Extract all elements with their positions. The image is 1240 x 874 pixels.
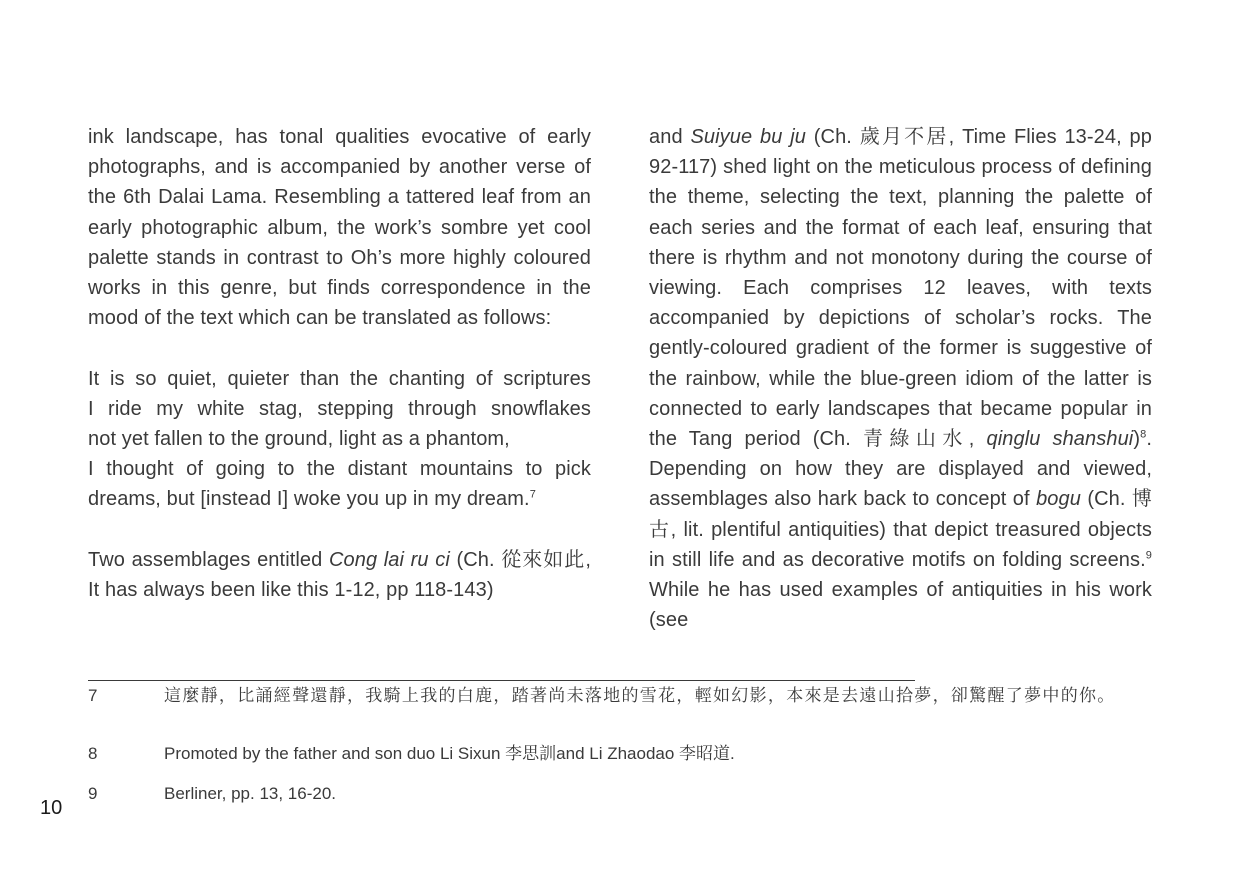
assemblages-text-post: (Ch. 從來如此, It has always been like this 1-12, pp 118-143) xyxy=(88,548,591,602)
footnote-number: 7 xyxy=(88,686,98,705)
assemblage-title-cong-lai-ru-ci: Cong lai ru ci xyxy=(328,548,450,571)
text-segment: While he has used examples of antiquities in his work (see xyxy=(649,579,1152,632)
footnote-ref-9[interactable]: 9 xyxy=(1145,549,1152,562)
footnote-ref-7[interactable]: 7 xyxy=(529,488,536,501)
paragraph-continuation xyxy=(649,122,1152,635)
text-segment: and xyxy=(649,126,691,148)
footnote-divider xyxy=(88,680,915,681)
poem-line-5 xyxy=(88,484,591,514)
term-qinglu-shanshui: qinglu shanshui xyxy=(986,428,1134,451)
poem-line-2: I ride my white stag, stepping through snowflakes xyxy=(88,397,591,420)
footnote-8 xyxy=(88,744,1152,764)
assemblage-title-suiyue-bu-ju: Suiyue bu ju xyxy=(690,126,806,148)
page-number: 10 xyxy=(40,797,63,819)
footnote-number: 8 xyxy=(88,744,98,763)
text-segment: . Depending on how they are displayed and viewed, assemblages also hark back to concept of xyxy=(649,428,1152,511)
right-column xyxy=(649,122,1152,635)
footnote-text: Promoted by the father and son duo Li Sixun 李思訓and Li Zhaodao 李昭道. xyxy=(164,744,735,763)
text-segment: ) xyxy=(1133,428,1141,451)
term-bogu: bogu xyxy=(1036,488,1081,511)
poem-line-5-text: dreams, but [instead I] woke you up in my dream. xyxy=(88,488,530,511)
text-segment: (Ch. 博古, lit. plentiful antiquities) that depict treasured objects in still life and as decorative motifs on folding screens. xyxy=(649,488,1152,571)
footnote-ref-8[interactable]: 8 xyxy=(1140,428,1147,441)
footnote-text: 這麼靜，比誦經聲還靜，我騎上我的白鹿，踏著尚未落地的雪花，輕如幻影，本來是去遠山拾夢，卻驚醒了夢中的你。 xyxy=(164,686,1116,705)
footnote-9 xyxy=(88,784,1152,804)
poem-block xyxy=(88,364,591,515)
assemblages-text-pre: Two assemblages entitled xyxy=(88,548,329,571)
footnote-7 xyxy=(88,686,1152,706)
text-segment: (Ch. 歲月不居, Time Flies 13-24, pp 92-117) shed light on the meticulous process of defining the theme, selecting the text, planning the palette of each series and the format of each leaf, ensuring that there is rhythm and not monotony during the course of viewing. Each comprises 12 leaves, with texts accompanied by depictions of scholar’s rocks. The gently-coloured gradient of the former is suggestive of the rainbow, while the blue-green idiom of the latter is connected to early landscapes that became popular in the Tang period (Ch. 青綠山水, xyxy=(649,126,1152,451)
poem-line-1: It is so quiet, quieter than the chanting of scriptures xyxy=(88,367,591,390)
left-column xyxy=(88,122,591,605)
footnote-text: Berliner, pp. 13, 16-20. xyxy=(164,784,337,803)
poem-line-4: I thought of going to the distant mountains to pick xyxy=(88,458,591,481)
paragraph-assemblages xyxy=(88,545,591,605)
footnote-number: 9 xyxy=(88,784,98,803)
paragraph-intro: ink landscape, has tonal qualities evocative of early photographs, and is accompanied by another verse of the 6th Dalai Lama. Resembling a tattered leaf from an early photographic album, the work’s sombre yet cool palette stands in contrast to Oh’s more highly coloured works in this genre, but finds correspondence in the mood of the text which can be translated as follows: xyxy=(88,126,591,330)
poem-line-3: not yet fallen to the ground, light as a phantom, xyxy=(88,428,510,451)
